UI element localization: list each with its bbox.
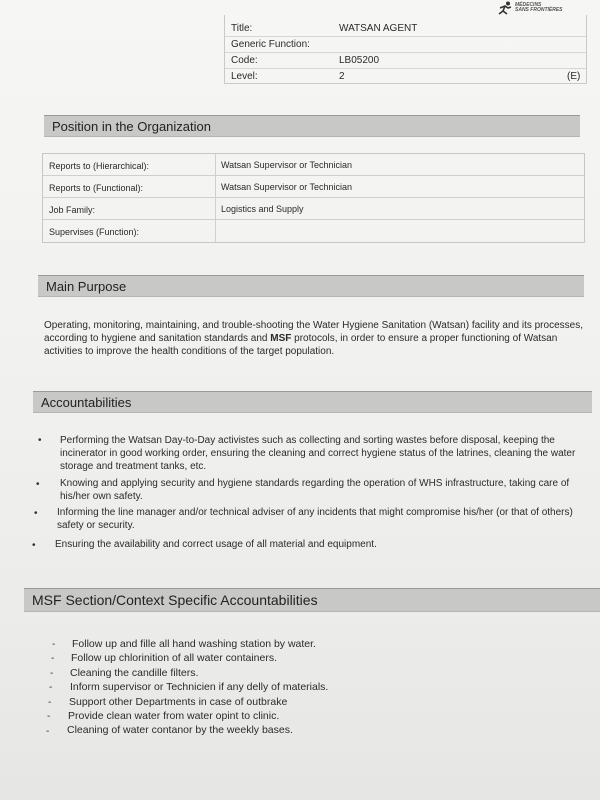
code-label: Code: — [231, 55, 258, 66]
dash-icon: - — [52, 639, 56, 650]
dash-icon: - — [48, 697, 52, 708]
section-title: Accountabilities — [41, 395, 132, 410]
list-item: Inform supervisor or Technicien if any delly of materials. — [70, 681, 329, 693]
table-row — [43, 176, 584, 198]
level-extra: (E) — [567, 71, 581, 82]
list-item: Cleaning of water contanor by the weekly bases. — [67, 724, 293, 736]
dash-icon: - — [49, 682, 53, 693]
list-item: Provide clean water from water opint to clinic. — [68, 710, 280, 722]
list-item: Informing the line manager and/or technical adviser of any incidents that might compromise his/her (or that of others) safety or security. — [57, 507, 573, 531]
dash-icon: - — [50, 668, 54, 679]
code-value: LB05200 — [339, 55, 380, 66]
organization-table — [42, 153, 585, 243]
msf-logo-text: MÉDECINS SANS FRONTIÈRES — [515, 2, 563, 13]
header-row-title — [225, 21, 586, 37]
generic-function-label: Generic Function: — [231, 39, 310, 50]
section-title: MSF Section/Context Specific Accountabilities — [32, 592, 318, 608]
row-value: Logistics and Supply — [221, 204, 304, 214]
section-header-position — [44, 115, 580, 136]
list-item: Ensuring the availability and correct usage of all material and equipment. — [55, 539, 377, 550]
section-header-main-purpose — [38, 275, 584, 296]
bullet-icon: • — [32, 540, 36, 551]
row-label: Reports to (Hierarchical): — [49, 161, 150, 171]
list-item: Knowing and applying security and hygiene standards regarding the operation of WHS infrastructure, taking care of his/her own safety. — [60, 478, 570, 502]
dash-icon: - — [47, 711, 51, 722]
dash-icon: - — [46, 726, 50, 737]
header-row-generic-function — [225, 37, 586, 53]
row-label: Reports to (Functional): — [49, 183, 144, 193]
row-value: Watsan Supervisor or Technician — [221, 160, 353, 170]
table-row — [43, 220, 584, 242]
dash-icon: - — [51, 653, 55, 664]
table-row — [43, 198, 584, 220]
row-label: Job Family: — [49, 205, 96, 215]
table-row — [43, 154, 584, 176]
section-title: Position in the Organization — [52, 119, 211, 134]
bullet-icon: • — [38, 435, 42, 446]
title-label: Title: — [231, 23, 253, 34]
header-row-code — [225, 53, 586, 69]
title-value: WATSAN AGENT — [339, 23, 418, 34]
list-item: Cleaning the candille filters. — [70, 667, 199, 679]
row-label: Supervises (Function): — [49, 227, 140, 237]
bullet-icon: • — [34, 508, 38, 519]
header-row-level — [225, 69, 586, 85]
list-item: Performing the Watsan Day-to-Day activistes such as collecting and sorting wastes before disposal, keeping the incinerator in good working order, ensuring the cleaning and correct hygiene status of the latrines, cleaning the water storage and treatment tanks, etc. — [60, 435, 576, 472]
section-header-accountabilities — [33, 391, 592, 412]
section-header-msf-accountabilities — [24, 588, 600, 611]
main-purpose-text: Operating, monitoring, maintaining, and trouble-shooting the Water Hygiene Sanitation (Watsan) facility and its processes, according to hygiene and sanitation standards and MSF protocols, in order to ensure a proper functioning of Watsan activities to improve the health conditions of the target population. — [44, 320, 583, 357]
row-value: Watsan Supervisor or Technician — [221, 182, 353, 192]
level-value: 2 — [339, 71, 345, 82]
list-item: Support other Departments in case of outbrake — [69, 696, 288, 708]
list-item: Follow up and fille all hand washing station by water. — [72, 638, 316, 650]
bullet-icon: • — [36, 479, 40, 490]
job-header-table — [224, 15, 587, 84]
list-item: Follow up chlorinition of all water containers. — [71, 652, 278, 664]
level-label: Level: — [231, 71, 258, 82]
section-title: Main Purpose — [46, 279, 127, 294]
msf-runner-icon — [497, 1, 513, 15]
